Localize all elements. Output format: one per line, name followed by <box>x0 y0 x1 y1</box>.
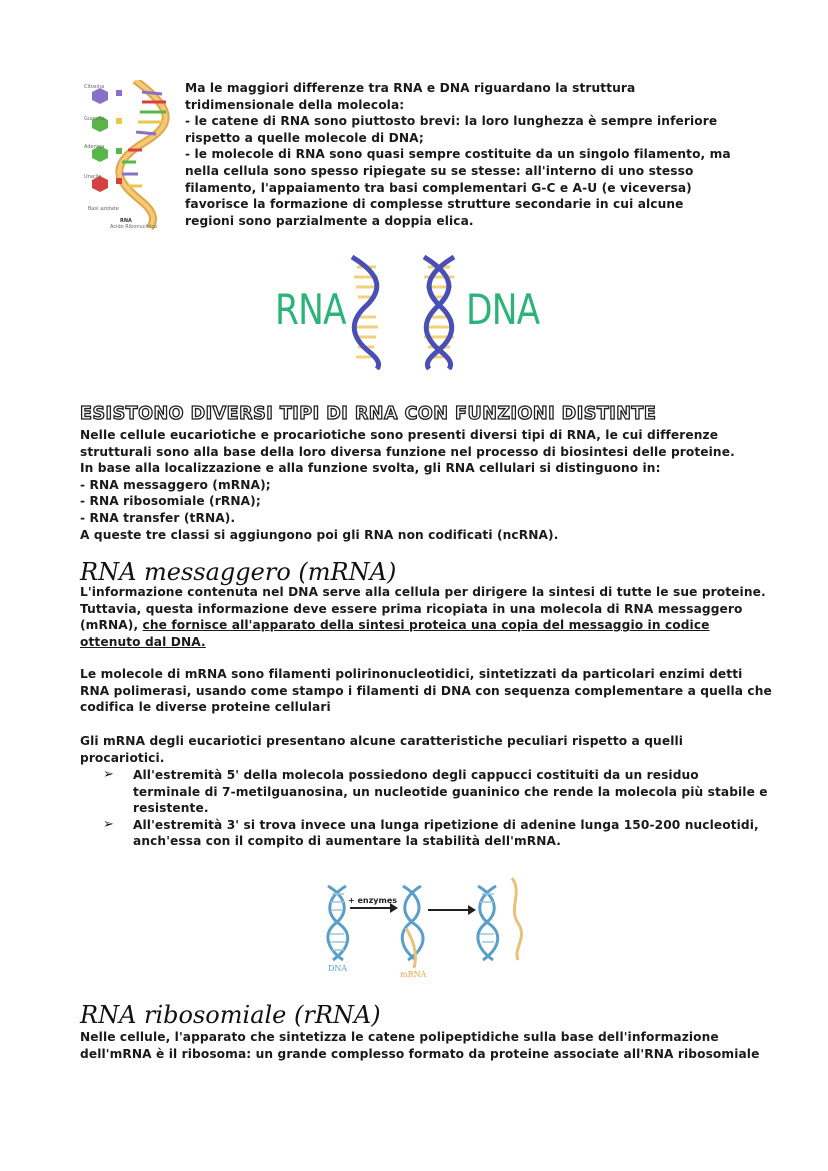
section-title-mrna: RNA messaggero (mRNA) <box>80 558 397 586</box>
transcription-diagram <box>318 868 533 983</box>
rrna-line: Nelle cellule, l'apparato che sintetizza le catene polipeptidiche sulla base dell'informazione <box>80 1030 719 1044</box>
intro-line: filamento, l'appaiamento tra basi complementari G-C e A-U (e viceversa) <box>185 180 692 195</box>
base-label-uracil: Uracile <box>84 174 102 180</box>
diagram-caption-title: RNA <box>120 218 132 224</box>
dna-label: DNA <box>466 285 540 334</box>
mrna-line: Tuttavia, questa informazione deve essere prima ricopiata in una molecola di RNA messaggero <box>80 601 743 616</box>
section1-line: A queste tre classi si aggiungono poi gli RNA non codificati (ncRNA). <box>80 527 559 542</box>
intro-paragraph <box>185 80 731 229</box>
section-title-rna-types: ESISTONO DIVERSI TIPI DI RNA CON FUNZIONI DISTINTE <box>80 404 657 424</box>
dna-double-helix-icon <box>414 255 464 370</box>
mrna-line-start: (mRNA), <box>80 618 143 633</box>
rna-label: RNA <box>275 285 346 334</box>
section1-line: - RNA transfer (tRNA). <box>80 510 236 525</box>
bullet-line: resistente. <box>133 801 209 816</box>
dna-figure-label: DNA <box>328 964 348 973</box>
transcription-figure <box>318 868 533 983</box>
mrna-paragraph-2 <box>80 666 772 716</box>
intro-line: nella cellula sono spesso ripiegate su se stesse: all'interno di uno stesso <box>185 163 694 178</box>
mrna-line: Le molecole di mRNA sono filamenti polirinonucleotidici, sintetizzati da particolari enzimi detti <box>80 667 743 681</box>
mrna-paragraph-1 <box>80 584 766 650</box>
intro-line: rispetto a quelle molecole di DNA; <box>185 130 424 145</box>
base-label-cytosine: Citosina <box>84 84 105 90</box>
list-item <box>103 767 768 817</box>
mrna-line: L'informazione contenuta nel DNA serve alla cellula per dirigere la sintesi di tutte le sue proteine. <box>80 585 766 599</box>
intro-line: - le molecole di RNA sono quasi sempre costituite da un singolo filamento, ma <box>185 147 731 162</box>
section1-paragraph <box>80 427 760 543</box>
section1-line: In base alla localizzazione e alla funzione svolta, gli RNA cellulari si distinguono in: <box>80 461 661 476</box>
intro-line: regioni sono parzialmente a doppia elica. <box>185 213 474 228</box>
section1-line: strutturali sono alla base della loro diversa funzione nel processo di biosintesi delle proteine. <box>80 444 735 459</box>
mrna-underlined-text: che fornisce all'apparato della sintesi proteica una copia del messaggio in codice <box>142 618 710 633</box>
intro-line: - le catene di RNA sono piuttosto brevi: la loro lunghezza è sempre inferiore <box>185 114 718 129</box>
base-label-guanine: Guanina <box>84 116 105 122</box>
mrna-figure-label: mRNA <box>400 970 427 979</box>
bases-label: Basi azotate <box>88 206 119 212</box>
bullet-line: All'estremità 3' si trova invece una lunga ripetizione di adenine lunga 150-200 nucleotidi, <box>133 817 759 832</box>
bullet-line: terminale di 7-metilguanosina, un nucleotide guaninico che rende la molecola più stabile e <box>133 784 768 799</box>
section1-line: - RNA messaggero (mRNA); <box>80 477 271 492</box>
mrna-line: codifica le diverse proteine cellulari <box>80 700 331 715</box>
arrow-bullet-icon: ➢ <box>103 767 114 782</box>
section1-line: Nelle cellule eucariotiche e procariotiche sono presenti diversi tipi di RNA, le cui differenze <box>80 428 719 442</box>
mrna-line: procariotici. <box>80 750 165 765</box>
intro-line: favorisce la formazione di complesse strutture secondarie in cui alcune <box>185 197 684 212</box>
rrna-line: dell'mRNA è il ribosoma: un grande complesso formato da proteine associate all'RNA ribosomiale <box>80 1046 760 1061</box>
arrow-bullet-icon: ➢ <box>103 816 114 832</box>
mrna-underlined-line: ottenuto dal DNA. <box>80 634 206 649</box>
mrna-line-partial <box>80 617 760 634</box>
bullet-line: anch'essa con il compito di aumentare la stabilità dell'mRNA. <box>133 834 562 849</box>
mrna-paragraph-3 <box>80 733 760 766</box>
intro-line: Ma le maggiori differenze tra RNA e DNA riguardano la struttura <box>185 81 636 95</box>
rna-structure-diagram <box>80 80 175 230</box>
mrna-line: RNA polimerasi, usando come stampo i filamenti di DNA con sequenza complementare a quella che <box>80 683 772 698</box>
intro-line: tridimensionale della molecola: <box>185 97 405 112</box>
list-item <box>103 817 763 850</box>
bullet-line: All'estremità 5' della molecola possiedono degli cappucci costituiti da un residuo <box>133 768 699 782</box>
mrna-line: Gli mRNA degli eucariotici presentano alcune caratteristiche peculiari rispetto a quelli <box>80 734 684 748</box>
rna-single-helix-icon <box>342 255 392 370</box>
mrna-bullet-list <box>103 767 768 850</box>
section1-line: - RNA ribosomiale (rRNA); <box>80 494 261 509</box>
base-label-adenine: Adenina <box>84 144 105 150</box>
enzymes-label: + enzymes <box>348 896 398 905</box>
diagram-caption-subtitle: Acido Ribonucleico <box>110 224 158 230</box>
section-title-rrna: RNA ribosomiale (rRNA) <box>80 1001 381 1029</box>
rrna-paragraph <box>80 1029 760 1062</box>
